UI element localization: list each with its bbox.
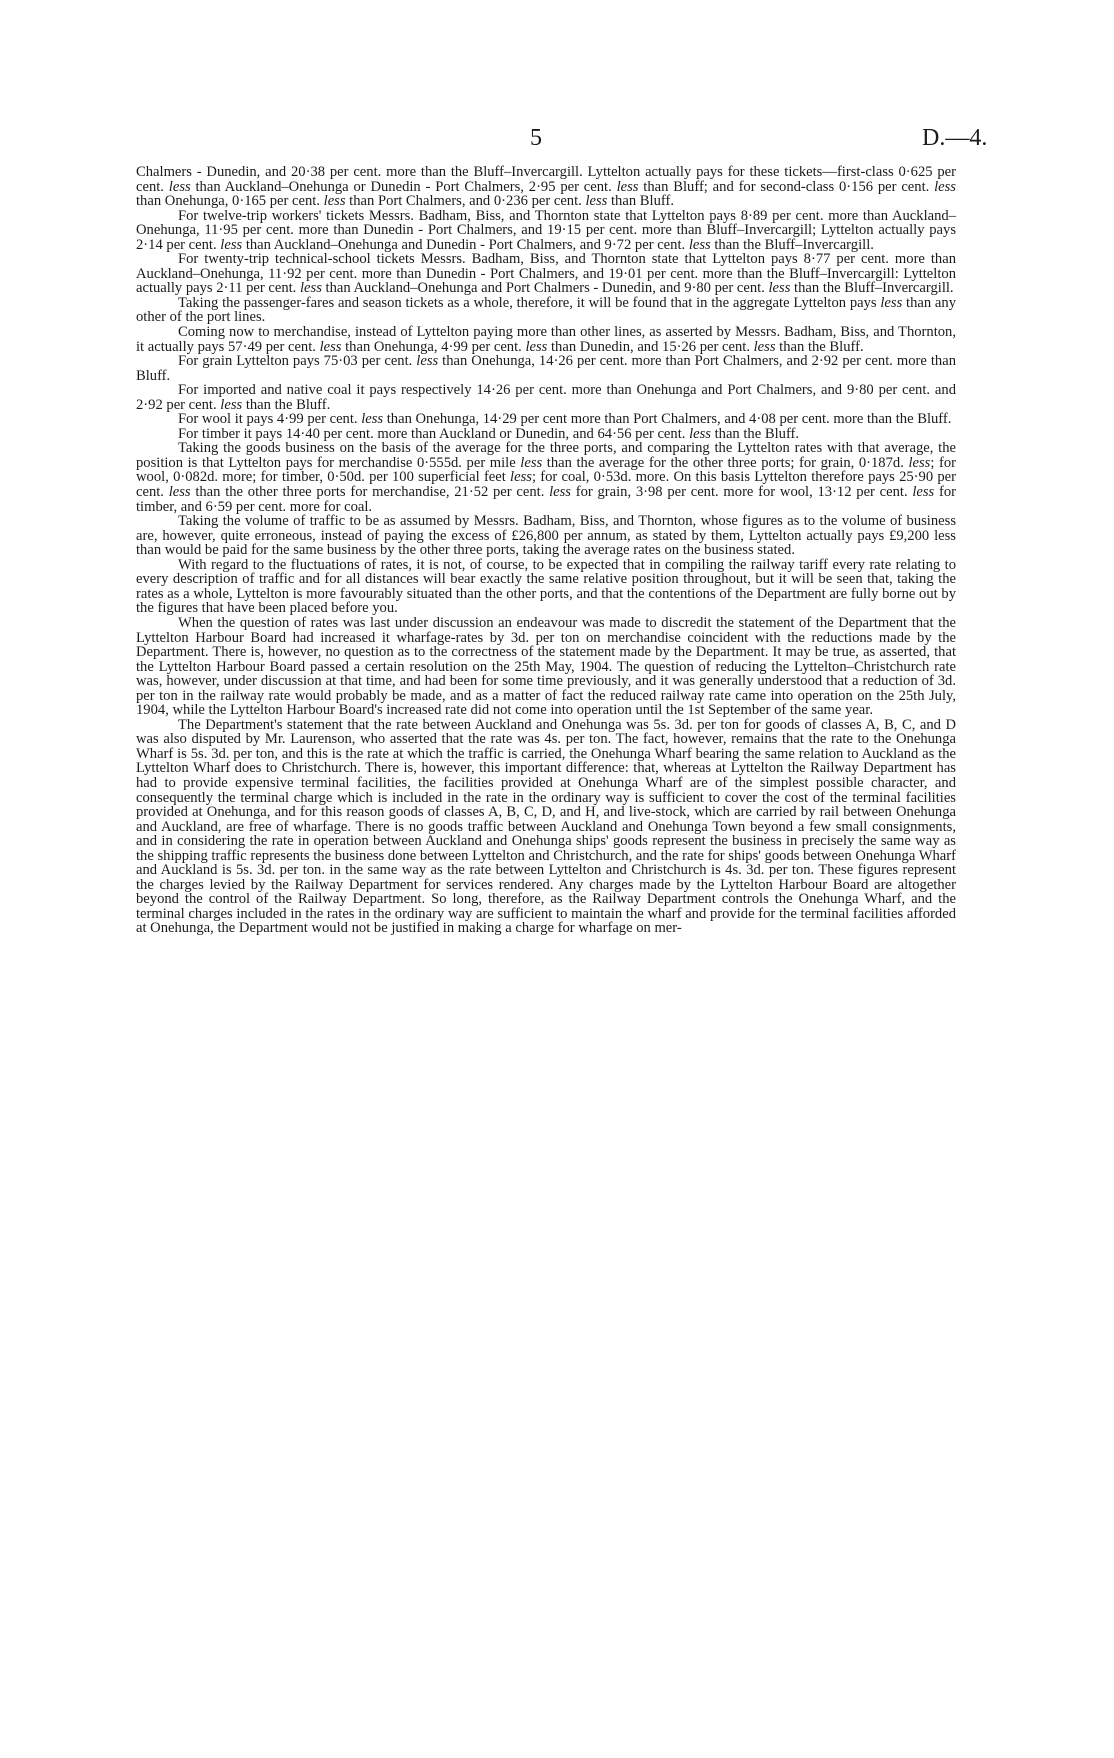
paragraph: [136, 412, 956, 427]
text-run: Chalmers - Dunedin, and 20·38 per cent. more than the Bluff–Invercargill. Lyttelton actually pays for these tickets—first-class 0·625 per cent.: [136, 164, 956, 195]
body-text: [136, 165, 956, 936]
text-run: Coming now to merchandise, instead of Lyttelton paying more than other lines, as asserted by Messrs. Badham, Biss, and Thornton, it actually pays 57·49 per cent.: [136, 324, 956, 355]
text-run: For grain Lyttelton pays 75·03 per cent.: [178, 353, 417, 370]
paragraph: [136, 616, 956, 718]
text-run: For wool it pays 4·99 per cent.: [178, 411, 362, 428]
emphasis-text: less: [768, 280, 791, 297]
emphasis-text: less: [510, 469, 532, 486]
text-run: than the other three ports for merchandise, 21·52 per cent.: [190, 484, 550, 501]
text-run: The Department's statement that the rate between Auckland and Onehunga was 5s. 3d. per ton for goods of classes A, B, C, and D was also disputed by Mr. Laurenson, who asserted that the rate was 4s. per ton. The fact, however, remains that the rate to the Onehunga Wharf is 5s. 3d. per ton, and this is the rate at which the traffic is carried, the Onehunga Wharf bearing the same relation to Auckland as the Lyttelton Wharf does to Christchurch. There is, however, this important difference: that, whereas at Lyttelton the Railway Department has had to provide expensive terminal facilities, the facilities provided at Onehunga Wharf are of the simplest possible character, and consequently the terminal charge which is included in the rate in the ordinary way is sufficient to cover the cost of the terminal facilities provided at Onehunga, and for this reason goods of classes A, B, C, D, and H, and live-stock, which are carried by rail between Onehunga and Auckland, are free of wharfage. There is no goods traffic between Auckland and Onehunga Town beyond a few small consignments, and in considering the rate in operation between Auckland and Onehunga ships' goods represent the business in precisely the same way as the shipping traffic represents the business done between Lyttelton and Christchurch, and the rate for ships' goods between Onehunga Wharf and Auckland is 5s. 3d. per ton. in the same way as the rate between Lyttelton and Christchurch is 4s. 3d. per ton. These figures represent the charges levied by the Railway Department for services rendered. Any charges made by the Lyttelton Harbour Board are altogether beyond the control of the Railway Department. So long, therefore, as the Railway Department controls the Onehunga Wharf, and the terminal charges included in the rates in the ordinary way are sufficient to maintain the wharf and provide for the terminal facilities afforded at Onehunga, the Department would not be justified in making a charge for wharfage on mer-: [136, 716, 956, 937]
paragraph: [136, 252, 956, 296]
text-run: Taking the passenger-fares and season tickets as a whole, therefore, it will be found that in the aggregate Lyttelton pays: [178, 294, 881, 311]
text-run: ; for wool, 0·082d. more; for timber, 0·50d. per 100 superficial feet: [136, 454, 956, 486]
text-run: than the average for the other three ports; for grain, 0·187d.: [542, 454, 909, 471]
page-number: 5: [530, 125, 542, 151]
emphasis-text: less: [525, 338, 548, 355]
paragraph: [136, 558, 956, 616]
emphasis-text: less: [323, 193, 346, 210]
text-run: Taking the volume of traffic to be as assumed by Messrs. Badham, Biss, and Thornton, whose figures as to the volume of business are, however, quite erroneous, instead of paying the excess of £26,800 per annum, as stated by them, Lyttelton actually pays £9,200 less than would be paid for the same business by the other three ports, taking the average rates on the business stated.: [136, 513, 956, 559]
emphasis-text: less: [689, 425, 711, 442]
text-run: than Onehunga, 4·99 per cent.: [341, 338, 526, 355]
paragraph: [136, 325, 956, 354]
emphasis-text: less: [319, 338, 342, 355]
emphasis-text: less: [168, 178, 191, 195]
text-run: for grain, 3·98 per cent. more for wool, 13·12 per cent.: [570, 484, 913, 501]
text-run: When the question of rates was last under discussion an endeavour was made to discredit the statement of the Department that the Lyttelton Harbour Board had increased it wharfage-rates by 3d. per ton on merchandise coincident with the reductions made by the Department. There is, however, no question as to the correctness of the statement made by the Department. It may be true, as asserted, that the Lyttelton Harbour Board passed a certain resolution on the 25th May, 1904. The question of reducing the Lyttelton–Christchurch rate was, however, under discussion at that time, and had been for some time previously, and it was generally understood that a reduction of 3d. per ton in the railway rate would probably be made, and as a matter of fact the reduced railway rate came into operation on the 25th July, 1904, while the Lyttelton Harbour Board's increased rate did not come into operation until the 1st September of the same year.: [136, 614, 956, 719]
emphasis-text: less: [549, 484, 571, 501]
text-run: than the Bluff–Invercargill.: [790, 280, 954, 297]
emphasis-text: less: [220, 396, 243, 413]
emphasis-text: less: [299, 280, 322, 297]
text-run: than Auckland–Onehunga and Port Chalmers - Dunedin, and 9·80 per cent.: [321, 280, 769, 297]
emphasis-text: less: [880, 294, 903, 311]
emphasis-text: less: [912, 484, 935, 501]
text-run: than Onehunga, 14·26 per cent. more than Port Chalmers, and 2·92 per cent. more than Bluff.: [136, 353, 956, 384]
text-run: ; for coal, 0·53d. more. On this basis Lyttelton therefore pays 25·90 per cent.: [136, 469, 956, 501]
emphasis-text: less: [361, 411, 384, 428]
text-run: With regard to the fluctuations of rates, it is not, of course, to be expected that in compiling the railway tariff every rate relating to every description of traffic and for all distances will bear exactly the same relative position throughout, but it will be seen that, taking the rates as a whole, Lyttelton is more favourably situated than the other ports, and that the contentions of the Department are fully borne out by the figures that have been placed before you.: [136, 556, 956, 617]
emphasis-text: less: [220, 236, 243, 253]
paragraph: [136, 383, 956, 412]
text-run: than Auckland–Onehunga or Dunedin - Port Chalmers, 2·95 per cent.: [190, 178, 617, 195]
text-run: than any other of the port lines.: [136, 294, 957, 326]
paragraph: [136, 427, 956, 442]
text-run: for timber, and 6·59 per cent. more for coal.: [136, 484, 956, 515]
paragraph: [136, 209, 956, 253]
text-run: than the Bluff.: [710, 425, 800, 442]
paragraph: [136, 441, 956, 514]
text-run: For twenty-trip technical-school tickets Messrs. Badham, Biss, and Thornton state that Lyttelton pays 8·77 per cent. more than Auckland–Onehunga, 11·92 per cent. more than Dunedin - Port Chalmers, and 19·01 per cent. more than the Bluff–Invercargill: Lyttelton actually pays 2·11 per cent.: [136, 251, 956, 297]
emphasis-text: less: [934, 178, 956, 195]
emphasis-text: less: [753, 338, 776, 355]
text-run: than Port Chalmers, and 0·236 per cent.: [345, 193, 586, 210]
emphasis-text: less: [585, 193, 608, 210]
text-run: than the Bluff.: [775, 338, 864, 355]
text-run: than the Bluff–Invercargill.: [710, 236, 874, 253]
emphasis-text: less: [908, 454, 931, 471]
paragraph: [136, 718, 956, 936]
text-run: than Dunedin, and 15·26 per cent.: [547, 338, 754, 355]
paragraph: [136, 354, 956, 383]
text-run: For twelve-trip workers' tickets Messrs. Badham, Biss, and Thornton state that Lyttelton pays 8·89 per cent. more than Auckland–Onehunga, 11·95 per cent. more than Dunedin - Port Chalmers, and 19·15 per cent. more than Bluff–Invercargill; Lyttelton actually pays 2·14 per cent.: [136, 207, 956, 253]
text-run: than Bluff; and for second-class 0·156 per cent.: [638, 178, 935, 195]
text-run: For timber it pays 14·40 per cent. more than Auckland or Dunedin, and 64·56 per cent.: [178, 425, 690, 442]
text-run: than Bluff.: [607, 193, 674, 210]
text-run: than Onehunga, 14·29 per cent more than Port Chalmers, and 4·08 per cent. more than the Bluff.: [383, 411, 952, 428]
emphasis-text: less: [616, 178, 639, 195]
emphasis-text: less: [416, 353, 439, 370]
text-run: than Auckland–Onehunga and Dunedin - Port Chalmers, and 9·72 per cent.: [242, 236, 689, 253]
emphasis-text: less: [520, 454, 543, 471]
paragraph: [136, 514, 956, 558]
text-run: For imported and native coal it pays respectively 14·26 per cent. more than Onehunga and Port Chalmers, and 9·80 per cent. and 2·92 per cent.: [136, 382, 956, 413]
text-run: Taking the goods business on the basis of the average for the three ports, and comparing the Lyttelton rates with that average, the position is that Lyttelton pays for merchandise 0·555d. per mile: [136, 440, 956, 471]
paragraph: [136, 296, 956, 325]
text-run: than Onehunga, 0·165 per cent.: [136, 193, 324, 210]
emphasis-text: less: [168, 484, 191, 501]
paragraph: [136, 165, 956, 209]
text-run: than the Bluff.: [242, 396, 331, 413]
emphasis-text: less: [688, 236, 711, 253]
document-reference: D.—4.: [922, 125, 988, 151]
